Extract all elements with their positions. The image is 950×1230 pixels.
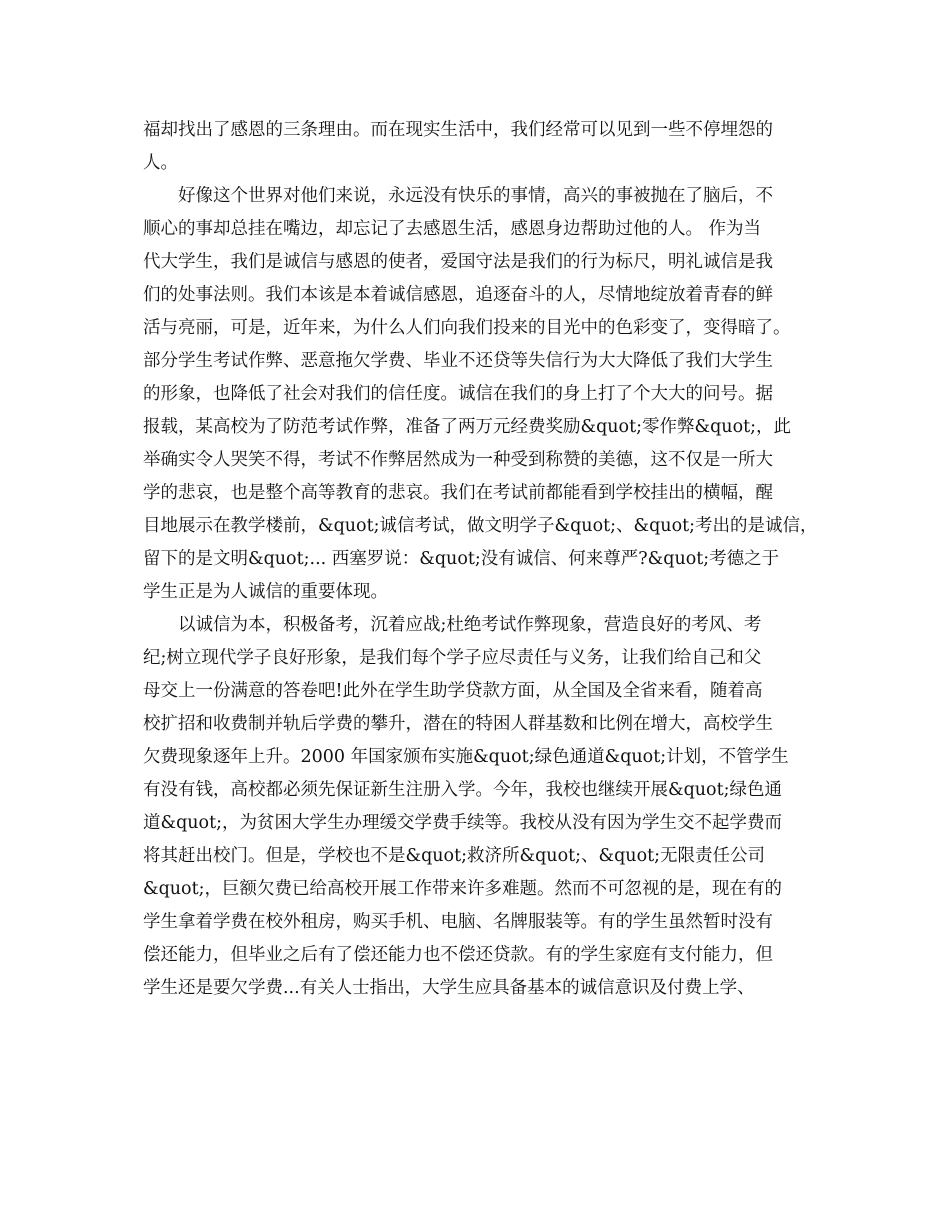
text-line: 报载，某高校为了防范考试作弊，准备了两万元经费奖励&quot;零作弊&quot;，此 — [143, 417, 792, 437]
text-line: 顺心的事却总挂在嘴边，却忘记了去感恩生活，感恩身边帮助过他的人。 作为当 — [143, 219, 762, 239]
text-line: 学生还是要欠学费...有关人士指出，大学生应具备基本的诚信意识及付费上学、 — [143, 978, 755, 998]
text-line: 学生拿着学费在校外租房，购买手机、电脑、名牌服装等。有的学生虽然暂时没有 — [143, 912, 773, 932]
text-line: 人。 — [143, 153, 178, 173]
text-line: 将其赶出校门。但是，学校也不是&quot;救济所&quot;、&quot;无限责任公司 — [143, 846, 766, 866]
text-line: &quot;，巨额欠费已给高校开展工作带来许多难题。然而不可忽视的是，现在有的 — [143, 879, 783, 899]
text-line: 留下的是文明&quot;... 西塞罗说：&quot;没有诚信、何来尊严?&quot;考德之于 — [143, 549, 780, 569]
text-line: 纪;树立现代学子良好形象，是我们每个学子应尽责任与义务，让我们给自己和父 — [143, 648, 762, 668]
text-line: 校扩招和收费制并轨后学费的攀升，潜在的特困人群基数和比例在增大，高校学生 — [143, 714, 773, 734]
text-line: 福却找出了感恩的三条理由。而在现实生活中，我们经常可以见到一些不停埋怨的 — [143, 120, 773, 140]
text-line: 偿还能力，但毕业之后有了偿还能力也不偿还贷款。有的学生家庭有支付能力，但 — [143, 945, 773, 965]
text-line: 部分学生考试作弊、恶意拖欠学费、毕业不还贷等失信行为大大降低了我们大学生 — [143, 351, 773, 371]
text-line: 好像这个世界对他们来说，永远没有快乐的事情，高兴的事被抛在了脑后，不 — [178, 186, 773, 206]
text-line: 道&quot;，为贫困大学生办理缓交学费手续等。我校从没有因为学生交不起学费而 — [143, 813, 783, 833]
text-line: 举确实令人哭笑不得，考试不作弊居然成为一种受到称赞的美德，这不仅是一所大 — [143, 450, 773, 470]
text-line: 的形象，也降低了社会对我们的信任度。诚信在我们的身上打了个大大的问号。据 — [143, 384, 773, 404]
text-line: 代大学生，我们是诚信与感恩的使者，爱国守法是我们的行为标尺，明礼诚信是我 — [143, 252, 773, 272]
text-line: 以诚信为本，积极备考，沉着应战;杜绝考试作弊现象，营造良好的考风、考 — [178, 615, 762, 635]
text-line: 学生正是为人诚信的重要体现。 — [143, 582, 388, 602]
text-line: 们的处事法则。我们本该是本着诚信感恩，追逐奋斗的人，尽情地绽放着青春的鲜 — [143, 285, 773, 305]
document-body — [143, 114, 823, 1005]
text-line: 母交上一份满意的答卷吧!此外在学生助学贷款方面，从全国及全省来看，随着高 — [143, 681, 763, 701]
text-line: 目地展示在教学楼前，&quot;诚信考试，做文明学子&quot;、&quot;考出的是诚信， — [143, 516, 818, 536]
text-line: 欠费现象逐年上升。2000 年国家颁布实施&quot;绿色通道&quot;计划，不管学生 — [143, 747, 789, 767]
text-line: 学的悲哀，也是整个高等教育的悲哀。我们在考试前都能看到学校挂出的横幅，醒 — [143, 483, 773, 503]
text-line: 活与亮丽，可是，近年来，为什么人们向我们投来的目光中的色彩变了，变得暗了。 — [143, 318, 791, 338]
text-line: 有没有钱，高校都必须先保证新生注册入学。今年，我校也继续开展&quot;绿色通 — [143, 780, 783, 800]
